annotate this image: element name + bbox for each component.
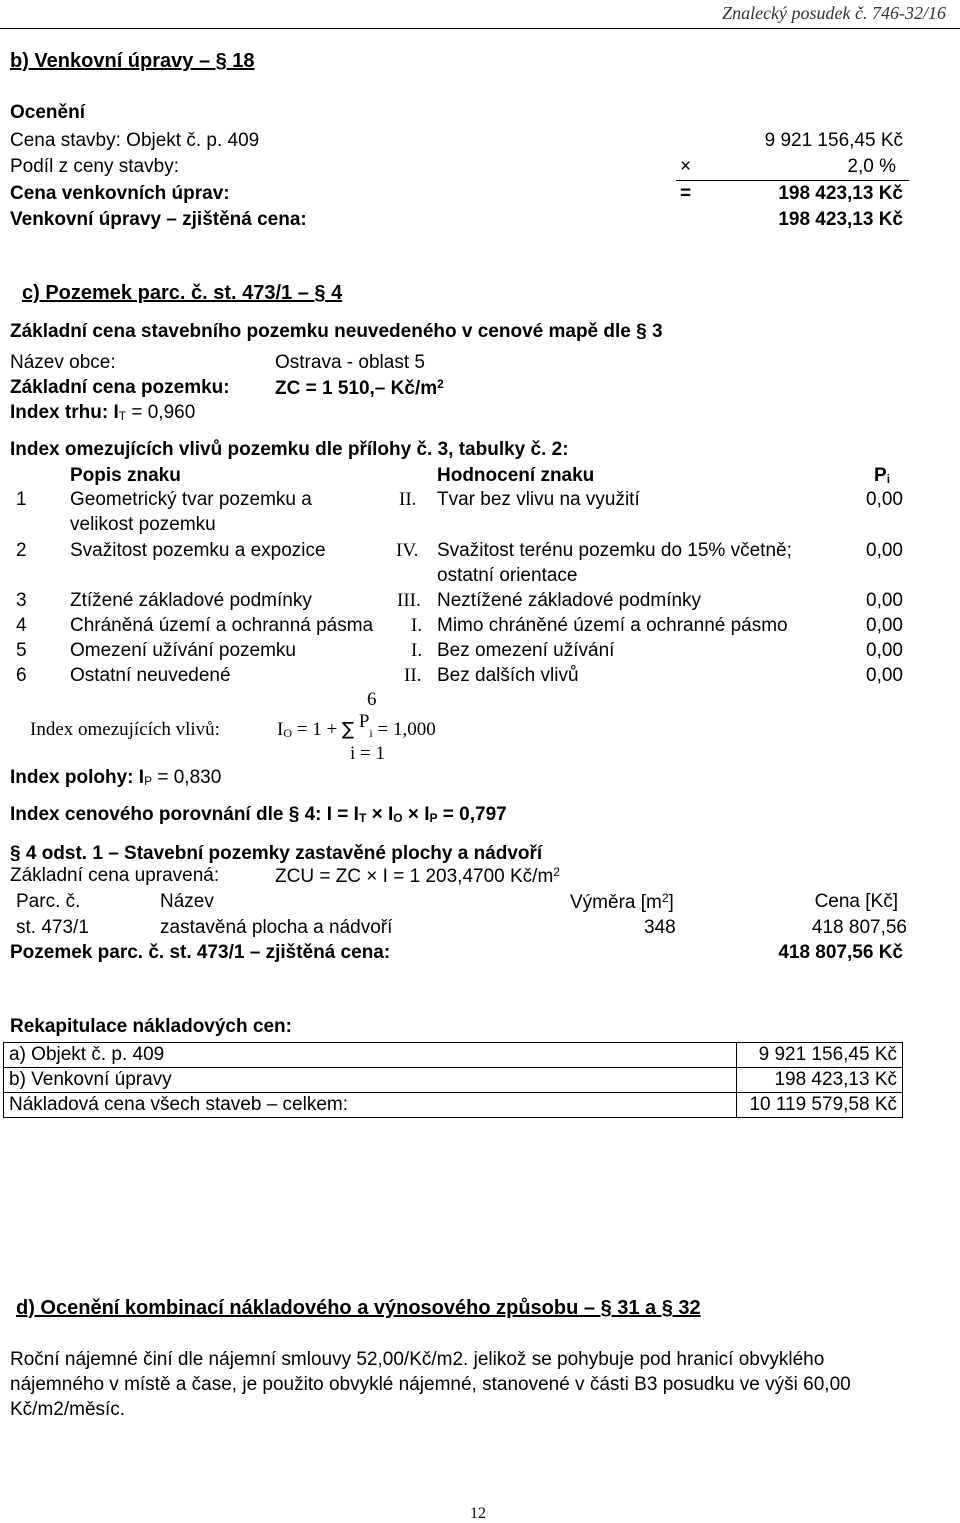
recap-value: 9 921 156,45 Kč [737, 1043, 903, 1068]
row-label: Venkovní úpravy – zjištěná cena: [10, 209, 307, 230]
section-c-subtitle: Základní cena stavebního pozemku neuvedeného v cenové mapě dle § 3 [10, 321, 663, 342]
znak-number: 4 [16, 615, 27, 636]
io-label: Index omezujících vlivů: [30, 719, 220, 740]
col-header-pi: $P_i$ [874, 465, 891, 486]
znak-hodnoceni: Bez omezení užívání [437, 640, 615, 661]
znak-hodnoceni-cont: ostatní orientace [437, 565, 578, 586]
sigma-symbol: ∑ [341, 719, 355, 740]
io-formula: $I_O = 1$ + ∑ $P_i = 1,000$ [277, 711, 436, 740]
page-number: 12 [470, 1505, 486, 1522]
vlivy-heading: Index omezujících vlivů pozemku dle přílohy č. 3, tabulky č. 2: [10, 439, 569, 460]
znak-number: 2 [16, 540, 27, 561]
znak-roman: II. [404, 665, 422, 686]
section-d-line-3: Kč/m2/měsíc. [10, 1399, 126, 1420]
parc-header-nazev: Název [160, 891, 214, 912]
parc-header-cena: Cena [Kč] [814, 891, 898, 912]
row-label: Cena venkovních úprav: [10, 183, 230, 204]
sum-rule [676, 180, 909, 181]
rekapitulace-heading: Rekapitulace nákladových cen: [10, 1016, 292, 1037]
znak-hodnoceni: Bez dalších vlivů [437, 665, 579, 686]
recap-row [4, 1068, 903, 1093]
parc-cell-parc: st. 473/1 [16, 917, 89, 938]
index-cenoveho-porovnani: Index cenového porovnání dle § 4: $I = I_T \times I_O \times I_P = 0,797$ [10, 804, 507, 825]
row-value: 198 423,13 Kč [778, 209, 903, 230]
znak-popis: Ostatní neuvedené [70, 665, 231, 686]
znak-hodnoceni: Neztížené základové podmínky [437, 590, 702, 611]
parc-header-vymera: Výměra $[m^2]$ [570, 891, 674, 913]
znak-number: 5 [16, 640, 27, 661]
znak-pi: 0,00 [866, 615, 903, 636]
recap-value: 198 423,13 Kč [737, 1068, 903, 1093]
znak-hodnoceni: Tvar bez vlivu na využití [437, 489, 640, 510]
header-doc-ref: Znalecký posudek č. 746-32/16 [722, 3, 946, 23]
row-label: Cena stavby: Objekt č. p. 409 [10, 130, 260, 151]
row-label: Podíl z ceny stavby: [10, 156, 179, 177]
recap-row [4, 1093, 903, 1118]
index-polohy: Index polohy: $I_P = 0,830$ [10, 767, 222, 788]
pozemek-result-label: Pozemek parc. č. st. 473/1 – zjištěná cena: [10, 942, 391, 963]
znak-popis: Svažitost pozemku a expozice [70, 540, 326, 561]
pozemek-result-value: 418 807,56 Kč [778, 942, 903, 963]
znak-pi: 0,00 [866, 590, 903, 611]
row-value: 198 423,13 Kč [778, 183, 903, 204]
znak-pi: 0,00 [866, 640, 903, 661]
col-header-hodnoceni: Hodnocení znaku [437, 465, 595, 486]
zakladni-cena-value: ZC = 1 510,– $Kč/m^2$ [275, 377, 444, 399]
recap-label: Nákladová cena všech staveb – celkem: [4, 1093, 737, 1118]
znak-roman: I. [411, 640, 423, 661]
row-value: 2,0 % [847, 156, 896, 177]
znak-roman: IV. [396, 540, 419, 561]
znak-popis: Omezení užívání pozemku [70, 640, 296, 661]
odst-heading: § 4 odst. 1 – Stavební pozemky zastavěné plochy a nádvoří [10, 843, 543, 864]
znak-roman: II. [399, 489, 417, 510]
parc-cell-nazev: zastavěná plocha a nádvoří [160, 917, 393, 938]
zcu-label: Základní cena upravená: [10, 865, 220, 886]
header-rule [0, 28, 960, 29]
znak-number: 3 [16, 590, 27, 611]
parc-cell-cena: 418 807,56 [811, 917, 907, 938]
rekapitulace-table [3, 1042, 903, 1118]
section-d-title: d) Ocenění kombinací nákladového a výnosového způsobu – § 31 a § 32 [16, 1297, 701, 1319]
znak-number: 1 [16, 489, 27, 510]
znak-hodnoceni: Mimo chráněné území a ochranné pásmo [437, 615, 788, 636]
recap-row [4, 1043, 903, 1068]
znak-popis: Chráněná území a ochranná pásma [70, 615, 374, 636]
row-operator: = [680, 183, 692, 204]
row-value: 9 921 156,45 Kč [764, 130, 903, 151]
znak-roman: III. [397, 590, 421, 611]
section-d-line-2: nájemného v místě a čase, je použito obvyklé nájemné, stanovené v části B3 posudku ve výši 60,00 [10, 1374, 851, 1395]
znak-popis: Ztížené základové podmínky [70, 590, 312, 611]
recap-value: 10 119 579,58 Kč [737, 1093, 903, 1118]
zakladni-cena-label: Základní cena pozemku: [10, 377, 230, 398]
section-b-title: b) Venkovní úpravy – § 18 [10, 50, 255, 72]
znak-pi: 0,00 [866, 665, 903, 686]
section-d-line-1: Roční nájemné činí dle nájemní smlouvy 52,00/Kč/m2. jelikož se pohybuje pod hranicí obvyklého [10, 1349, 825, 1370]
section-b-heading: Ocenění [10, 102, 85, 123]
row-operator: × [680, 156, 692, 177]
sum-upper-limit: 6 [367, 689, 377, 710]
recap-label: a) Objekt č. p. 409 [4, 1043, 737, 1068]
znak-popis: Geometrický tvar pozemku a [70, 489, 312, 510]
index-trhu: Index trhu: $I_T = 0,960$ [10, 402, 196, 423]
zcu-value: ZCU = ZC × I = 1 203,4700 $Kč/m^2$ [275, 865, 560, 887]
obec-value: Ostrava - oblast 5 [275, 352, 425, 373]
col-header-popis: Popis znaku [70, 465, 181, 486]
recap-label: b) Venkovní úpravy [4, 1068, 737, 1093]
sum-lower-limit: i = 1 [350, 743, 385, 764]
section-c-title: c) Pozemek parc. č. st. 473/1 – § 4 [22, 282, 343, 304]
parc-header-parc: Parc. č. [16, 891, 81, 912]
parc-cell-vymera: 348 [644, 917, 676, 938]
znak-roman: I. [411, 615, 423, 636]
obec-label: Název obce: [10, 352, 116, 373]
znak-pi: 0,00 [866, 540, 903, 561]
znak-number: 6 [16, 665, 27, 686]
znak-popis-cont: velikost pozemku [70, 514, 216, 535]
znak-hodnoceni: Svažitost terénu pozemku do 15% včetně; [437, 540, 792, 561]
znak-pi: 0,00 [866, 489, 903, 510]
